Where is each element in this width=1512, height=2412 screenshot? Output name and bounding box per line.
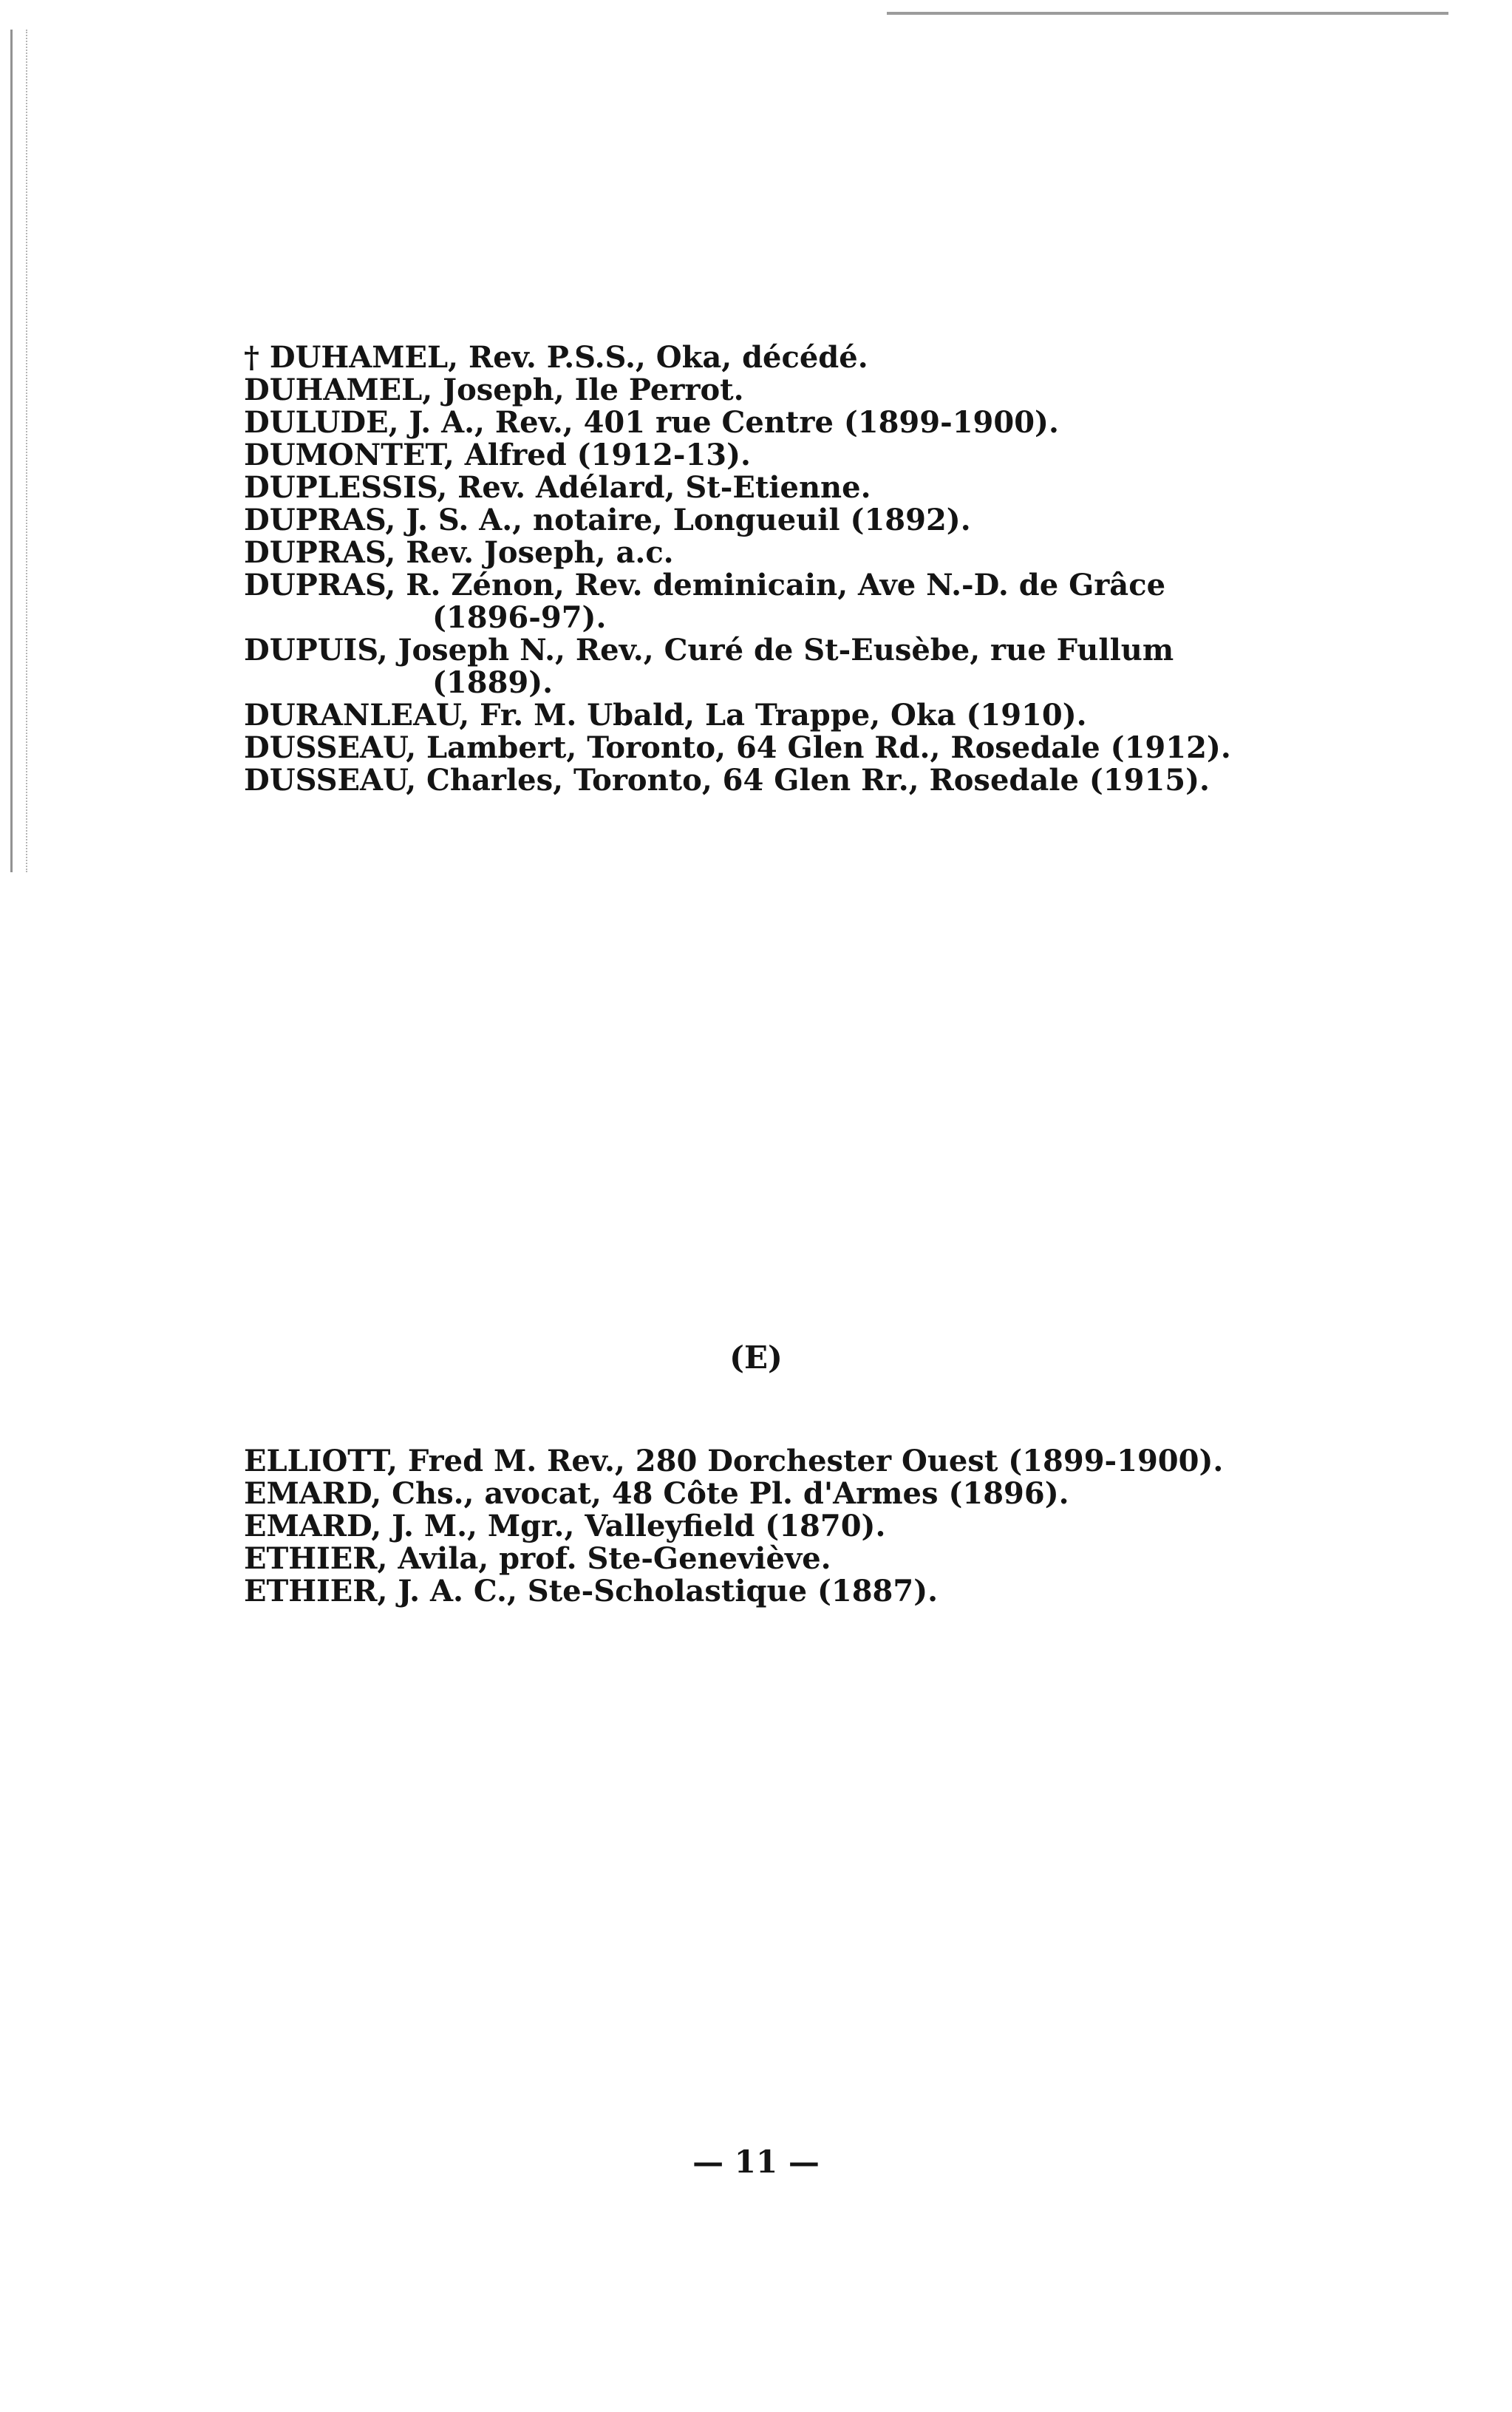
list-item: DUMONTET, Alfred (1912-13). (244, 438, 751, 472)
list-item: DUSSEAU, Lambert, Toronto, 64 Glen Rd., Rosedale (1912). (244, 730, 1231, 765)
list-item: DUPUIS, Joseph N., Rev., Curé de St-Eusèbe, rue Fullum (1889). (244, 634, 1231, 699)
list-item: ETHIER, Avila, prof. Ste-Geneviève. (244, 1541, 831, 1576)
list-item: DUPLESSIS, Rev. Adélard, St-Etienne. (244, 470, 871, 505)
list-item: EMARD, Chs., avocat, 48 Côte Pl. d'Armes (1896). (244, 1476, 1069, 1511)
page-number: — 11 — (692, 2144, 820, 2180)
entries-list-e (244, 1445, 1223, 1608)
entry-continuation: (1896-97). (432, 600, 607, 635)
list-item: DUPRAS, Rev. Joseph, a.c. (244, 535, 674, 570)
list-item: EMARD, J. M., Mgr., Valleyfield (1870). (244, 1509, 886, 1543)
list-item: DUPRAS, R. Zénon, Rev. deminicain, Ave N.-D. de Grâce (1896-97). (244, 569, 1231, 634)
scan-binding-edge (10, 30, 27, 872)
list-item: DUPRAS, J. S. A., notaire, Longueuil (1892). (244, 503, 971, 537)
list-item: ELLIOTT, Fred M. Rev., 280 Dorchester Ouest (1899-1900). (244, 1444, 1224, 1478)
scan-top-rule (887, 12, 1448, 15)
entries-list-d (244, 342, 1231, 797)
list-item: DUSSEAU, Charles, Toronto, 64 Glen Rr., Rosedale (1915). (244, 763, 1210, 798)
list-item: DUHAMEL, Joseph, Ile Perrot. (244, 373, 744, 407)
list-item: DULUDE, J. A., Rev., 401 rue Centre (1899-1900). (244, 405, 1059, 440)
entry-continuation: (1889). (432, 665, 554, 700)
list-item: DURANLEAU, Fr. M. Ubald, La Trappe, Oka (1910). (244, 698, 1087, 733)
list-item: † DUHAMEL, Rev. P.S.S., Oka, décédé. (244, 340, 868, 375)
section-heading-e: (E) (729, 1339, 783, 1376)
list-item: ETHIER, J. A. C., Ste-Scholastique (1887). (244, 1574, 939, 1608)
